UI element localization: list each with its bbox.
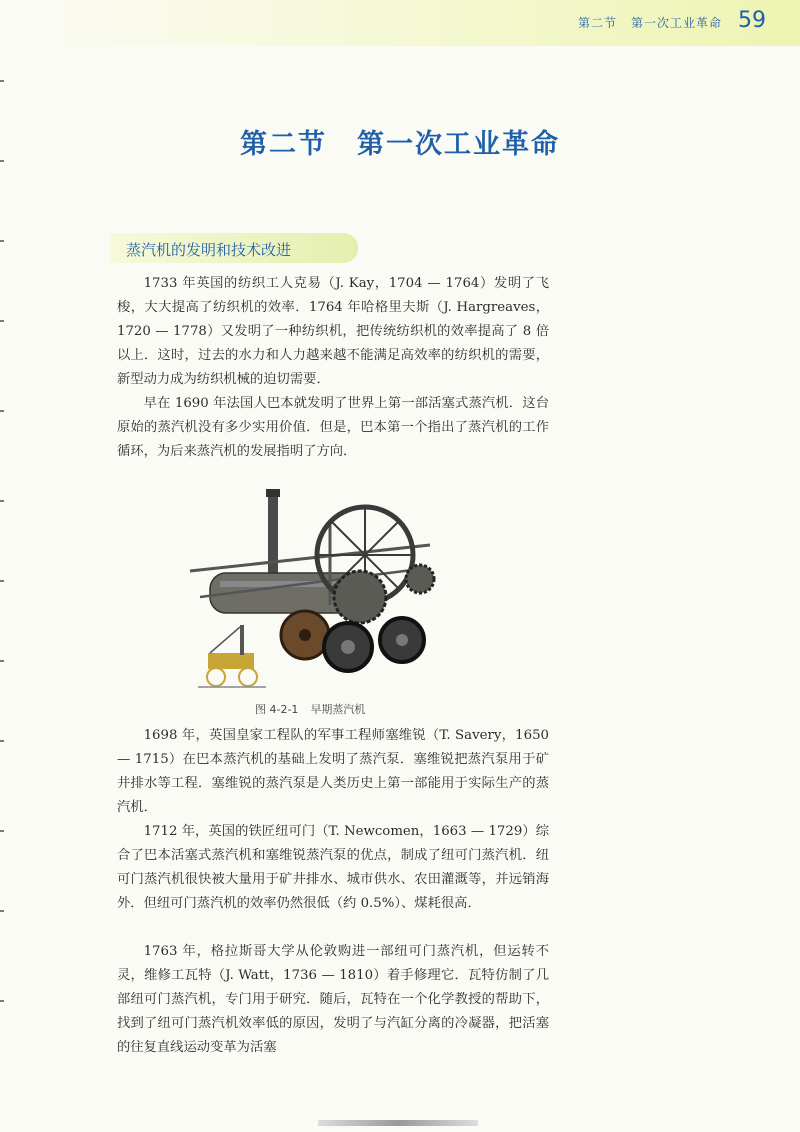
title-section: 第二节	[240, 129, 327, 160]
running-head-section: 第二节	[577, 16, 617, 30]
page-number: 59	[738, 8, 766, 33]
figure-caption-text: 早期蒸汽机	[310, 703, 366, 716]
paragraph-3: 1698 年，英国皇家工程队的军事工程师塞维锐（T. Savery，1650 — 1715）在巴本蒸汽机的基础上发明了蒸汽泵．塞维锐把蒸汽泵用于矿井排水等工程．塞维锐的蒸汽泵是人类历史上第一部能用于实际生产的蒸汽机．	[117, 728, 549, 815]
paragraph-1: 1733 年英国的纺织工人克易（J. Kay，1704 — 1764）发明了飞梭，大大提高了纺织机的效率．1764 年哈格里夫斯（J. Hargreaves，1720 — 1778）又发明了一种纺织机，把传统纺织机的效率提高了 8 倍以上．这时，过去的水力和人力越来越不能满足高效率的纺织机的需要，新型动力成为纺织机械的迫切需要．	[117, 276, 549, 387]
bottom-scan-bar	[318, 1120, 478, 1126]
section-heading-text: 蒸汽机的发明和技术改进	[126, 241, 292, 259]
paragraph-2: 早在 1690 年法国人巴本就发明了世界上第一部活塞式蒸汽机．这台原始的蒸汽机没有多少实用价值．但是，巴本第一个指出了蒸汽机的工作循环，为后来蒸汽机的发展指明了方向．	[117, 396, 549, 459]
paragraph-4: 1712 年，英国的铁匠纽可门（T. Newcomen，1663 — 1729）综合了巴本活塞式蒸汽机和塞维锐蒸汽泵的优点，制成了纽可门蒸汽机．纽可门蒸汽机很快被大量用于矿井排水、城市供水、农田灌溉等，并远销海外．但纽可门蒸汽机的效率仍然很低（约 0.5%）、煤耗很高．	[117, 824, 549, 911]
figure-caption	[255, 701, 365, 717]
binding-marks	[0, 40, 6, 1110]
paragraph-5: 1763 年，格拉斯哥大学从伦敦购进一部纽可门蒸汽机，但运转不灵，维修工瓦特（J. Watt，1736 — 1810）着手修理它．瓦特仿制了几部纽可门蒸汽机，专门用于研究．随后，瓦特在一个化学教授的帮助下，找到了纽可门蒸汽机效率低的原因，发明了与汽缸分离的冷凝器，把活塞的往复直线运动变革为活塞	[117, 944, 549, 1055]
figure-number: 图 4-2-1	[255, 703, 299, 716]
running-head-topic: 第一次工业革命	[630, 16, 722, 30]
title-topic: 第一次工业革命	[357, 129, 560, 160]
section-heading	[110, 233, 358, 263]
page-title	[0, 122, 800, 161]
steam-engine-illustration	[180, 485, 460, 695]
running-head	[578, 14, 722, 31]
